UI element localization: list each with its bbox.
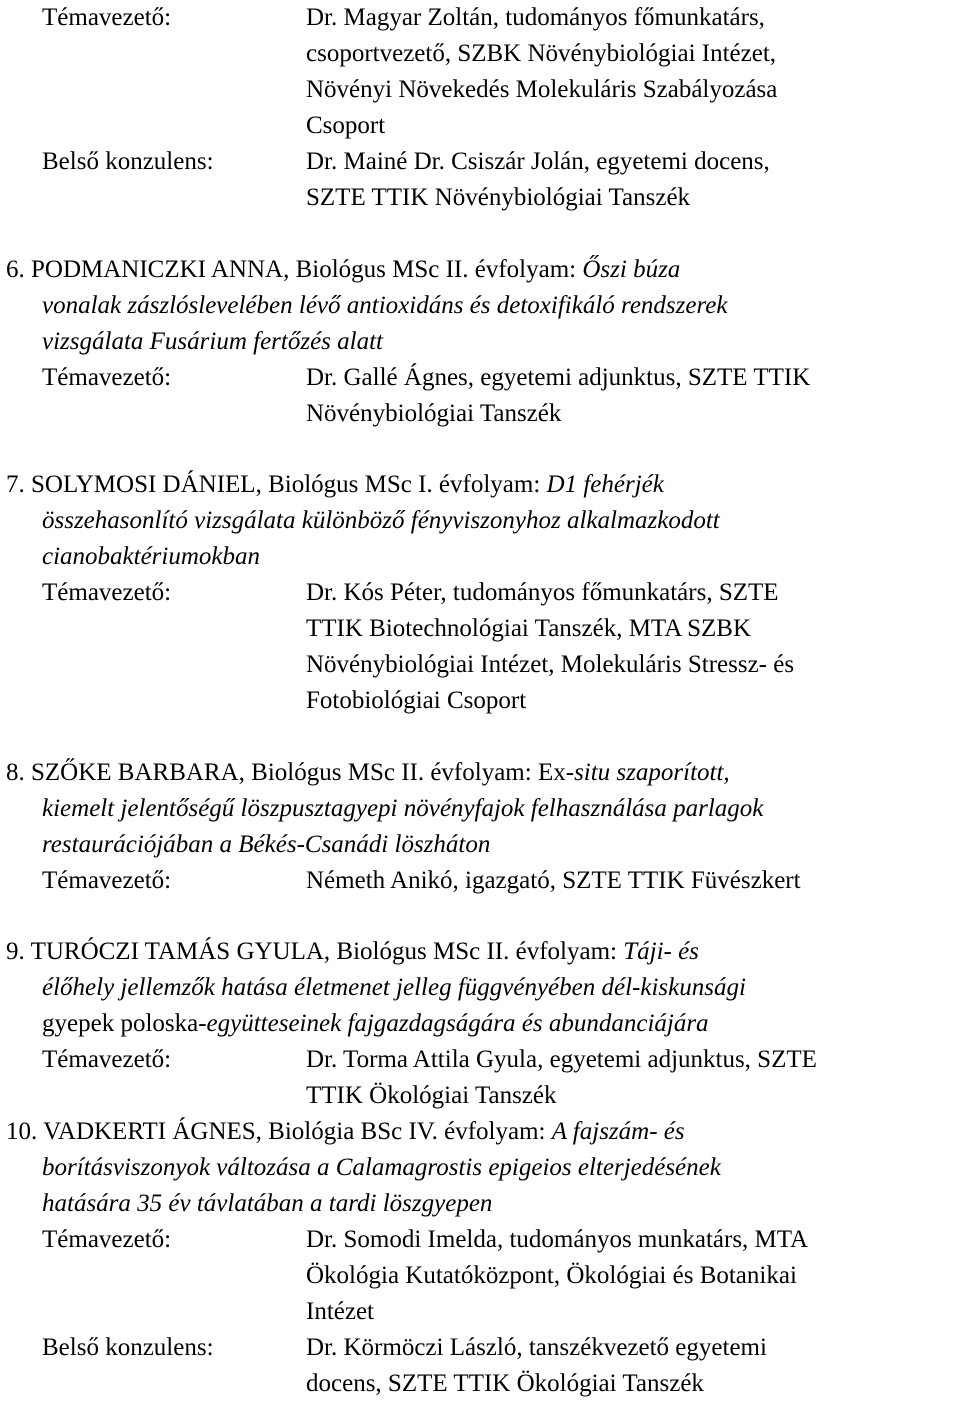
supervisor-label: Témavezető:: [42, 1046, 172, 1073]
entry-heading: [6, 937, 699, 967]
supervisor-line: Ökológia Kutatóközpont, Ökológiai és Botanikai: [306, 1262, 797, 1289]
supervisor-line: Intézet: [306, 1298, 375, 1325]
supervisor-line: Dr. Magyar Zoltán, tudományos főmunkatárs,: [306, 4, 765, 31]
entry-student: SZŐKE BARBARA, Biológus MSc II. évfolyam:: [31, 759, 532, 786]
entry-title-line: borításviszonyok változása a Calamagrostis epigeios elterjedésének: [42, 1154, 721, 1181]
entry-number: 10.: [6, 1118, 38, 1145]
consultant-line: docens, SZTE TTIK Ökológiai Tanszék: [306, 1370, 704, 1397]
supervisor-label: Témavezető:: [42, 867, 172, 894]
supervisor-label: Témavezető:: [42, 1226, 172, 1253]
entry-number: 7.: [6, 471, 25, 498]
supervisor-label: Témavezető:: [42, 4, 172, 31]
entry-title-line: élőhely jellemzők hatása életmenet jelleg függvényében dél-kiskunsági: [42, 974, 746, 1001]
entry-title-line: hatására 35 év távlatában a tardi löszgyepen: [42, 1190, 493, 1217]
entry-title-line: összehasonlító vizsgálata különböző fényviszonyhoz alkalmazkodott: [42, 507, 720, 534]
entry-number: 8.: [6, 759, 25, 786]
entry-title-line: [42, 1009, 709, 1039]
consultant-label: Belső konzulens:: [42, 1334, 214, 1361]
entry-title-line: vonalak zászlóslevelében lévő antioxidáns és detoxifikáló rendszerek: [42, 292, 728, 319]
supervisor-line: Dr. Kós Péter, tudományos főmunkatárs, SZTE: [306, 579, 779, 606]
supervisor-line: Dr. Somodi Imelda, tudományos munkatárs, MTA: [306, 1226, 809, 1253]
supervisor-line: Növénybiológiai Intézet, Molekuláris Stressz- és: [306, 651, 795, 678]
supervisor-line: Dr. Gallé Ágnes, egyetemi adjunktus, SZTE TTIK: [306, 364, 811, 391]
consultant-line: Dr. Mainé Dr. Csiszár Jolán, egyetemi docens,: [306, 148, 770, 175]
entry-student: PODMANICZKI ANNA, Biológus MSc II. évfolyam:: [31, 256, 577, 283]
entry-heading: [6, 470, 664, 500]
supervisor-line: TTIK Ökológiai Tanszék: [306, 1082, 557, 1109]
entry-heading: [6, 1117, 685, 1147]
supervisor-line: TTIK Biotechnológiai Tanszék, MTA SZBK: [306, 615, 752, 642]
supervisor-line: Dr. Torma Attila Gyula, egyetemi adjunktus, SZTE: [306, 1046, 817, 1073]
entry-title: A fajszám- és: [551, 1118, 685, 1145]
supervisor-line: Növényi Növekedés Molekuláris Szabályozása: [306, 76, 778, 103]
entry-title-plain: gyepek poloska-: [42, 1010, 207, 1037]
supervisor-line: Növénybiológiai Tanszék: [306, 400, 562, 427]
entry-title-line: restaurációjában a Békés-Csanádi löszháton: [42, 831, 491, 858]
supervisor-line: Fotobiológiai Csoport: [306, 687, 527, 714]
entry-number: 9.: [6, 938, 25, 965]
supervisor-line: csoportvezető, SZBK Növénybiológiai Intézet,: [306, 40, 777, 67]
entry-heading: [6, 758, 730, 788]
entry-number: 6.: [6, 256, 25, 283]
entry-student: TURÓCZI TAMÁS GYULA, Biológus MSc II. évfolyam:: [30, 938, 617, 965]
consultant-label: Belső konzulens:: [42, 148, 214, 175]
entry-title-line: kiemelt jelentőségű löszpusztagyepi növényfajok felhasználása parlagok: [42, 795, 764, 822]
consultant-line: Dr. Körmöczi László, tanszékvezető egyetemi: [306, 1334, 767, 1361]
entry-title: Őszi búza: [582, 256, 681, 283]
consultant-line: SZTE TTIK Növénybiológiai Tanszék: [306, 184, 691, 211]
entry-title-line: cianobaktériumokban: [42, 543, 261, 570]
entry-title-prefix: Ex-: [537, 759, 575, 786]
supervisor-line: Németh Anikó, igazgató, SZTE TTIK Füvészkert: [306, 867, 801, 894]
entry-title-italic: együtteseinek fajgazdagságára és abundanciájára: [206, 1010, 709, 1037]
entry-student: VADKERTI ÁGNES, Biológia BSc IV. évfolyam:: [43, 1118, 546, 1145]
entry-title: situ szaporított,: [574, 759, 730, 786]
entry-title: D1 fehérjék: [546, 471, 664, 498]
entry-title-line: vizsgálata Fusárium fertőzés alatt: [42, 328, 383, 355]
entry-title: Táji- és: [623, 938, 699, 965]
supervisor-line: Csoport: [306, 112, 386, 139]
supervisor-label: Témavezető:: [42, 579, 172, 606]
entry-student: SOLYMOSI DÁNIEL, Biológus MSc I. évfolyam:: [31, 471, 541, 498]
entry-heading: [6, 255, 680, 285]
supervisor-label: Témavezető:: [42, 364, 172, 391]
